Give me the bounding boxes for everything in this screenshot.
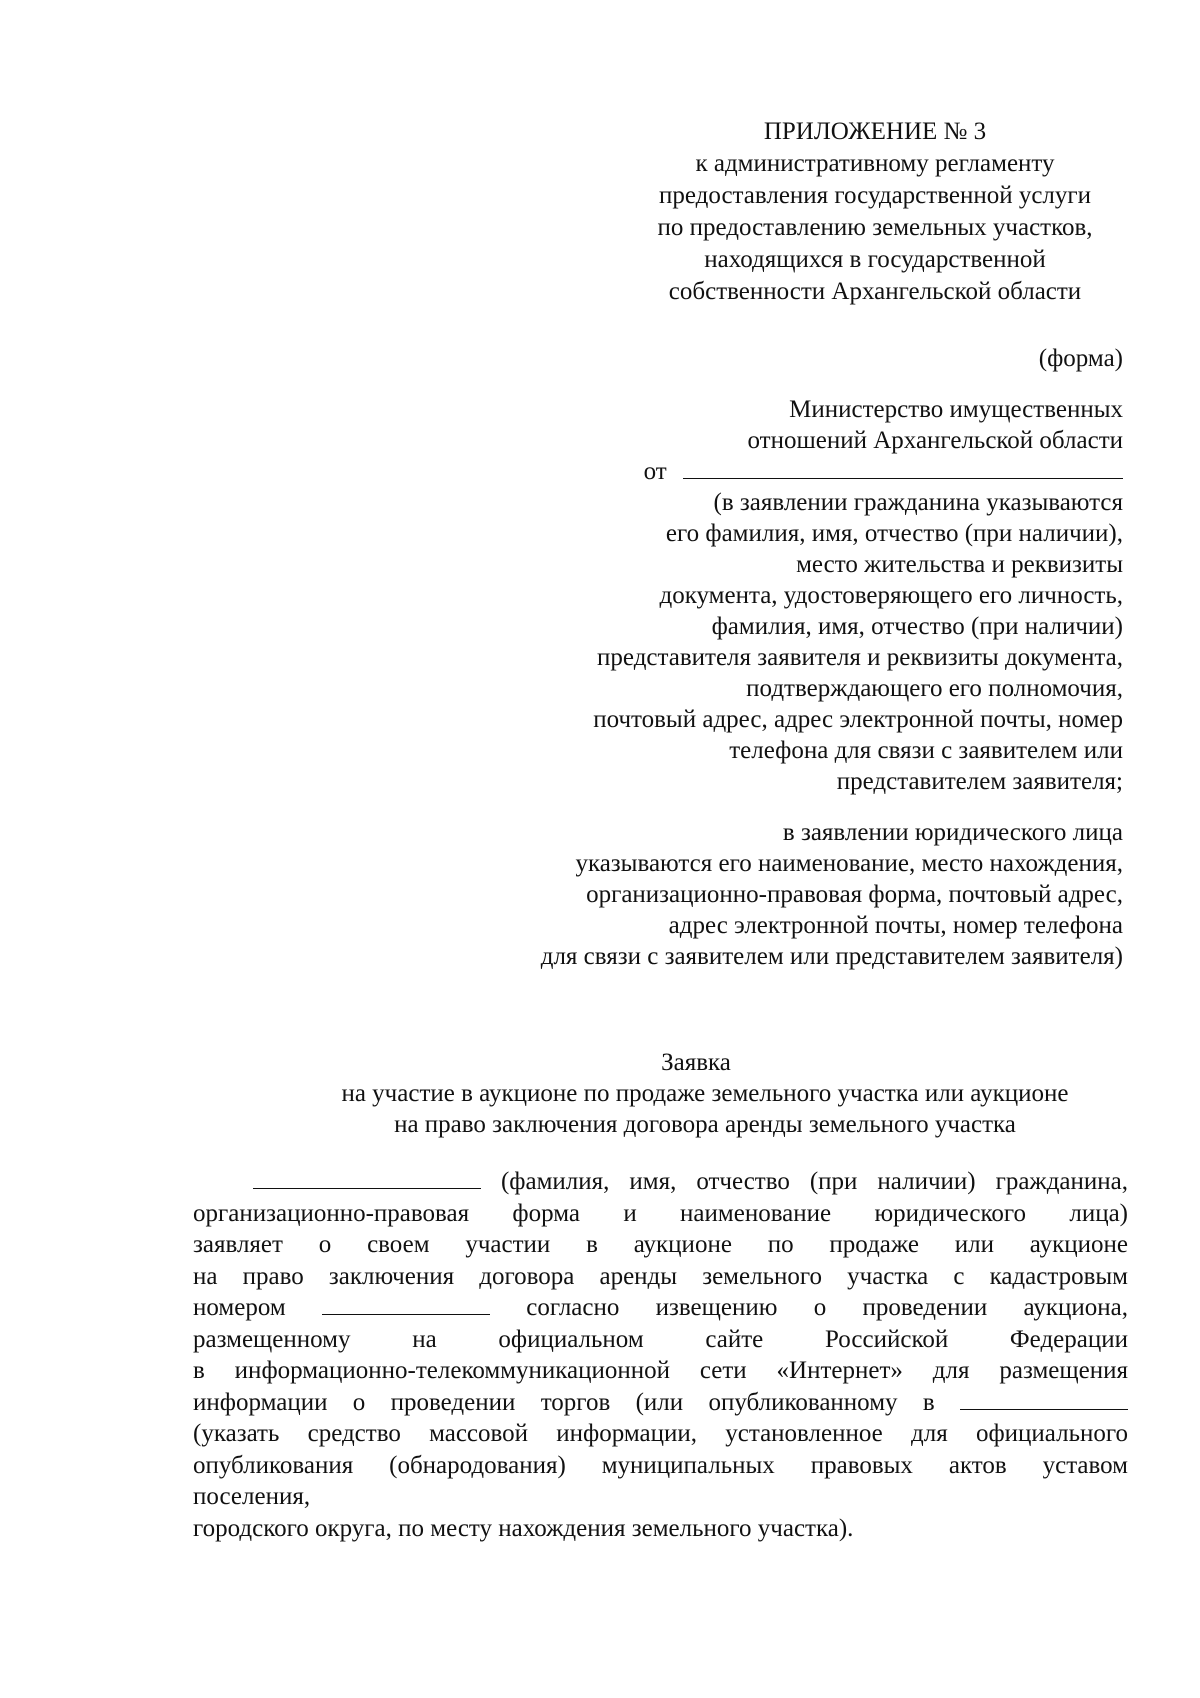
body-line: размещенному на официальном сайте Российской Федерации [193,1325,1128,1353]
media-outlet-blank[interactable] [960,1391,1128,1410]
appendix-line: к административному регламенту [695,150,1055,177]
body-line: опубликования (обнародования) муниципальных правовых актов уставом [193,1451,1128,1479]
form-label: (форма) [1038,345,1123,372]
from-label: от [643,458,667,485]
recipient-line: отношений Архангельской области [747,427,1123,454]
body-line: поселения, [193,1483,311,1510]
legal-entity-note-line: в заявлении юридического лица [782,819,1123,846]
body-line [193,1292,1128,1324]
legal-entity-note-line: указываются его наименование, место нахождения, [575,850,1123,877]
body-line: заявляет о своем участии в аукционе по продаже или аукционе [193,1231,1128,1258]
citizen-note-line: представителя заявителя и реквизиты документа, [597,644,1123,671]
addressee-block [423,394,1123,972]
body-line: в информационно-телекоммуникационной сети «Интернет» для размещения [193,1357,1128,1384]
body-line-text: номером [193,1294,286,1321]
appendix-line: предоставления государственной услуги [658,182,1092,209]
body-line-text: (фамилия, имя, отчество (при наличии) гражданина, [500,1168,1129,1195]
body-line [193,1166,1128,1198]
appendix-title: ПРИЛОЖЕНИЕ № 3 [763,118,987,145]
citizen-note-line: документа, удостоверяющего его личность, [659,582,1123,609]
application-title [280,1047,1130,1140]
body-line: (указать средство массовой информации, установленное для официального [193,1420,1128,1447]
body-line: организационно-правовая форма и наименование юридического лица) [193,1199,1128,1227]
citizen-note-line: (в заявлении гражданина указываются [713,489,1123,516]
application-body [193,1166,1128,1544]
body-line [193,1387,1128,1419]
citizen-note-line: представителем заявителя; [836,768,1123,795]
appendix-line: по предоставлению земельных участков, [657,214,1093,241]
legal-entity-note-line: организационно-правовая форма, почтовый адрес, [586,881,1123,908]
legal-entity-note-line: для связи с заявителем или представителем заявителя) [540,943,1123,970]
legal-entity-note-line: адрес электронной почты, номер телефона [668,912,1123,939]
citizen-note-line: фамилия, имя, отчество (при наличии) [711,613,1123,640]
body-line-text: согласно извещению о проведении аукциона, [526,1294,1128,1321]
citizen-note-line: телефона для связи с заявителем или [729,737,1123,764]
body-line: городского округа, по месту нахождения земельного участка). [193,1514,854,1542]
appendix-header [600,116,1150,308]
cadastral-number-blank[interactable] [322,1296,490,1315]
citizen-note-line: почтовый адрес, адрес электронной почты, номер [593,706,1123,733]
spacer [423,797,1123,817]
from-row [423,456,1123,487]
title-subtitle-line: на участие в аукционе по продаже земельного участка или аукционе [341,1080,1069,1107]
title-subtitle-line: на право заключения договора аренды земельного участка [394,1111,1016,1138]
citizen-note-line: подтверждающего его полномочия, [746,675,1123,702]
citizen-note-line: его фамилия, имя, отчество (при наличии), [665,520,1123,547]
appendix-line: собственности Архангельской области [668,278,1082,305]
from-blank-field[interactable] [683,460,1123,479]
recipient-line: Министерство имущественных [789,396,1123,423]
appendix-line: находящихся в государственной [704,246,1046,273]
citizen-note-line: место жительства и реквизиты [796,551,1123,578]
title-heading: Заявка [661,1049,731,1076]
applicant-name-blank[interactable] [253,1170,481,1189]
body-line-text: информации о проведении торгов (или опубликованному в [193,1388,935,1416]
body-line: на право заключения договора аренды земельного участка с кадастровым [193,1262,1128,1290]
